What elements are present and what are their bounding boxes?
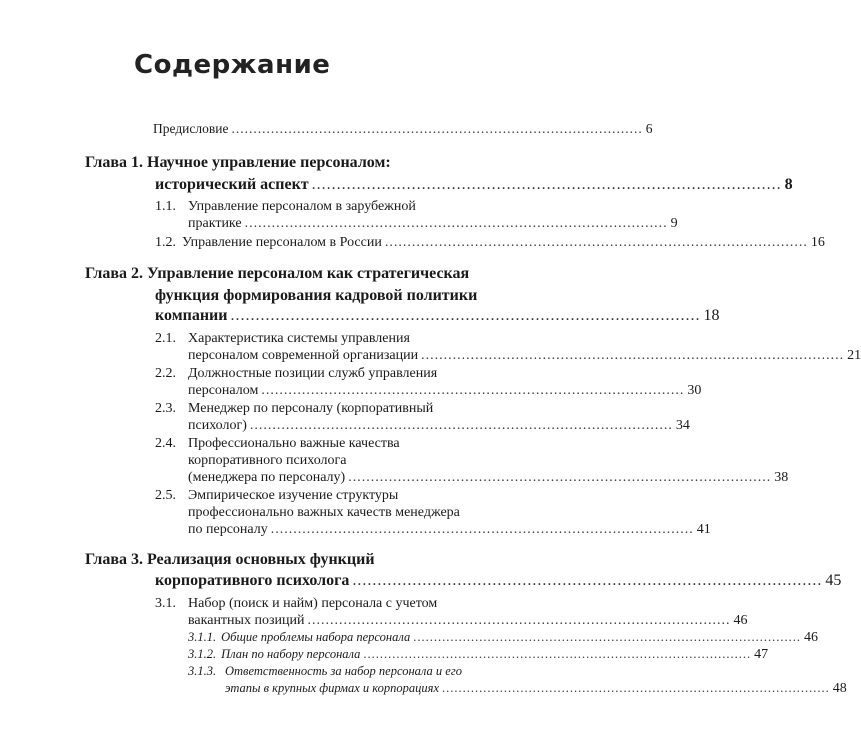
toc-entry-1-1	[188, 216, 678, 232]
toc-entry-text: персоналом	[188, 383, 259, 398]
dot-leader: ..............................................................................................	[261, 383, 685, 398]
dot-leader: ..............................................................................................	[311, 176, 782, 193]
dot-leader: ..............................................................................................	[231, 121, 643, 136]
section-2-4-number: 2.4.	[155, 436, 176, 451]
toc-entry-text: исторический аспект	[155, 176, 309, 193]
toc-entry-text: этапы в крупных фирмах и корпорациях	[225, 681, 439, 695]
page-number: 46	[733, 613, 748, 628]
toc-entry-text: (менеджера по персоналу)	[188, 470, 346, 485]
dot-leader: ..............................................................................................	[421, 348, 845, 363]
toc-entry-2-4	[188, 470, 789, 486]
toc-entry-text: персоналом современной организации	[188, 348, 419, 363]
toc-entry-preface	[153, 121, 653, 137]
page-title: Содержание	[134, 50, 331, 80]
toc-entry-text: психолог)	[188, 418, 247, 433]
toc-entry-chapter-1	[155, 176, 793, 194]
dot-leader: ..............................................................................................	[307, 613, 731, 628]
toc-entry-text: по персоналу	[188, 522, 268, 537]
toc-entry-text: вакантных позиций	[188, 613, 305, 628]
page-number: 38	[774, 470, 789, 485]
toc-entry-3-1	[188, 613, 748, 629]
dot-leader: ..............................................................................................	[413, 630, 801, 644]
page-number: 46	[803, 630, 818, 645]
section-1-1-text: Управление персоналом в зарубежной	[188, 199, 416, 214]
dot-leader: ..............................................................................................	[249, 418, 673, 433]
section-2-3-number: 2.3.	[155, 401, 176, 416]
section-number: 1.2.	[155, 235, 176, 250]
dot-leader: ..............................................................................................	[244, 216, 668, 231]
toc-entry-2-5	[188, 522, 711, 538]
dot-leader: ..............................................................................................	[363, 647, 752, 661]
chapter-1-heading: Глава 1. Научное управление персоналом:	[85, 154, 391, 171]
toc-entry-text: корпоративного психолога	[155, 572, 350, 589]
section-2-3-text: Менеджер по персоналу (корпоративный	[188, 401, 434, 416]
dot-leader: ..............................................................................................	[230, 307, 701, 324]
toc-entry-2-3	[188, 418, 690, 434]
section-2-2-number: 2.2.	[155, 366, 176, 381]
toc-entry-text: Предисловие	[153, 121, 229, 136]
toc-entry-2-2	[188, 383, 702, 399]
dot-leader: ..............................................................................................	[270, 522, 694, 537]
toc-entry-3-1-2	[188, 647, 769, 663]
page-number: 30	[687, 383, 702, 398]
chapter-2-heading-line2: функция формирования кадровой политики	[155, 287, 478, 304]
section-2-4-text-line2: корпоративного психолога	[188, 453, 347, 468]
page-number: 16	[810, 235, 825, 250]
section-number: 3.1.1.	[188, 630, 217, 644]
page-number: 48	[832, 681, 847, 696]
toc-entry-2-1	[188, 348, 861, 364]
chapter-2-heading: Глава 2. Управление персоналом как стратегическая	[85, 265, 470, 282]
chapter-3-heading: Глава 3. Реализация основных функций	[85, 551, 375, 568]
toc-entry-text: практике	[188, 216, 242, 231]
page-number: 47	[754, 647, 769, 662]
section-2-5-text-line2: профессионально важных качеств менеджера	[188, 505, 460, 520]
toc-entry-3-1-1	[188, 630, 818, 646]
section-3-1-number: 3.1.	[155, 596, 176, 611]
page-number: 18	[703, 307, 720, 324]
page-number: 45	[825, 572, 842, 589]
dot-leader: ..............................................................................................	[352, 572, 823, 589]
page-number: 8	[784, 176, 793, 193]
toc-entry-chapter-2	[155, 307, 720, 325]
section-2-5-text: Эмпирическое изучение структуры	[188, 488, 399, 503]
page-number: 6	[645, 121, 653, 136]
section-2-1-number: 2.1.	[155, 331, 176, 346]
page-number: 41	[696, 522, 711, 537]
section-2-4-text: Профессионально важные качества	[188, 436, 400, 451]
toc-entry-3-1-3	[225, 681, 847, 697]
page-number: 9	[670, 216, 678, 231]
section-3-1-3-text: Ответственность за набор персонала и его	[225, 664, 462, 678]
section-2-1-text: Характеристика системы управления	[188, 331, 410, 346]
dot-leader: ..............................................................................................	[384, 235, 808, 250]
page-number: 34	[675, 418, 690, 433]
toc-entry-text: План по набору персонала	[221, 647, 361, 661]
section-3-1-3-number: 3.1.3.	[188, 664, 217, 678]
dot-leader: ..............................................................................................	[348, 470, 772, 485]
toc-entry-1-2	[155, 235, 825, 251]
page-number: 21	[847, 348, 861, 363]
section-number: 3.1.2.	[188, 647, 217, 661]
section-2-2-text: Должностные позиции служб управления	[188, 366, 438, 381]
section-3-1-text: Набор (поиск и найм) персонала с учетом	[188, 596, 438, 611]
dot-leader: ..............................................................................................	[442, 681, 830, 695]
section-1-1-number: 1.1.	[155, 199, 176, 214]
toc-entry-text: Общие проблемы набора персонала	[221, 630, 411, 644]
toc-entry-chapter-3	[155, 572, 842, 590]
toc-entry-text: компании	[155, 307, 228, 324]
section-2-5-number: 2.5.	[155, 488, 176, 503]
toc-entry-text: Управление персоналом в России	[182, 235, 382, 250]
